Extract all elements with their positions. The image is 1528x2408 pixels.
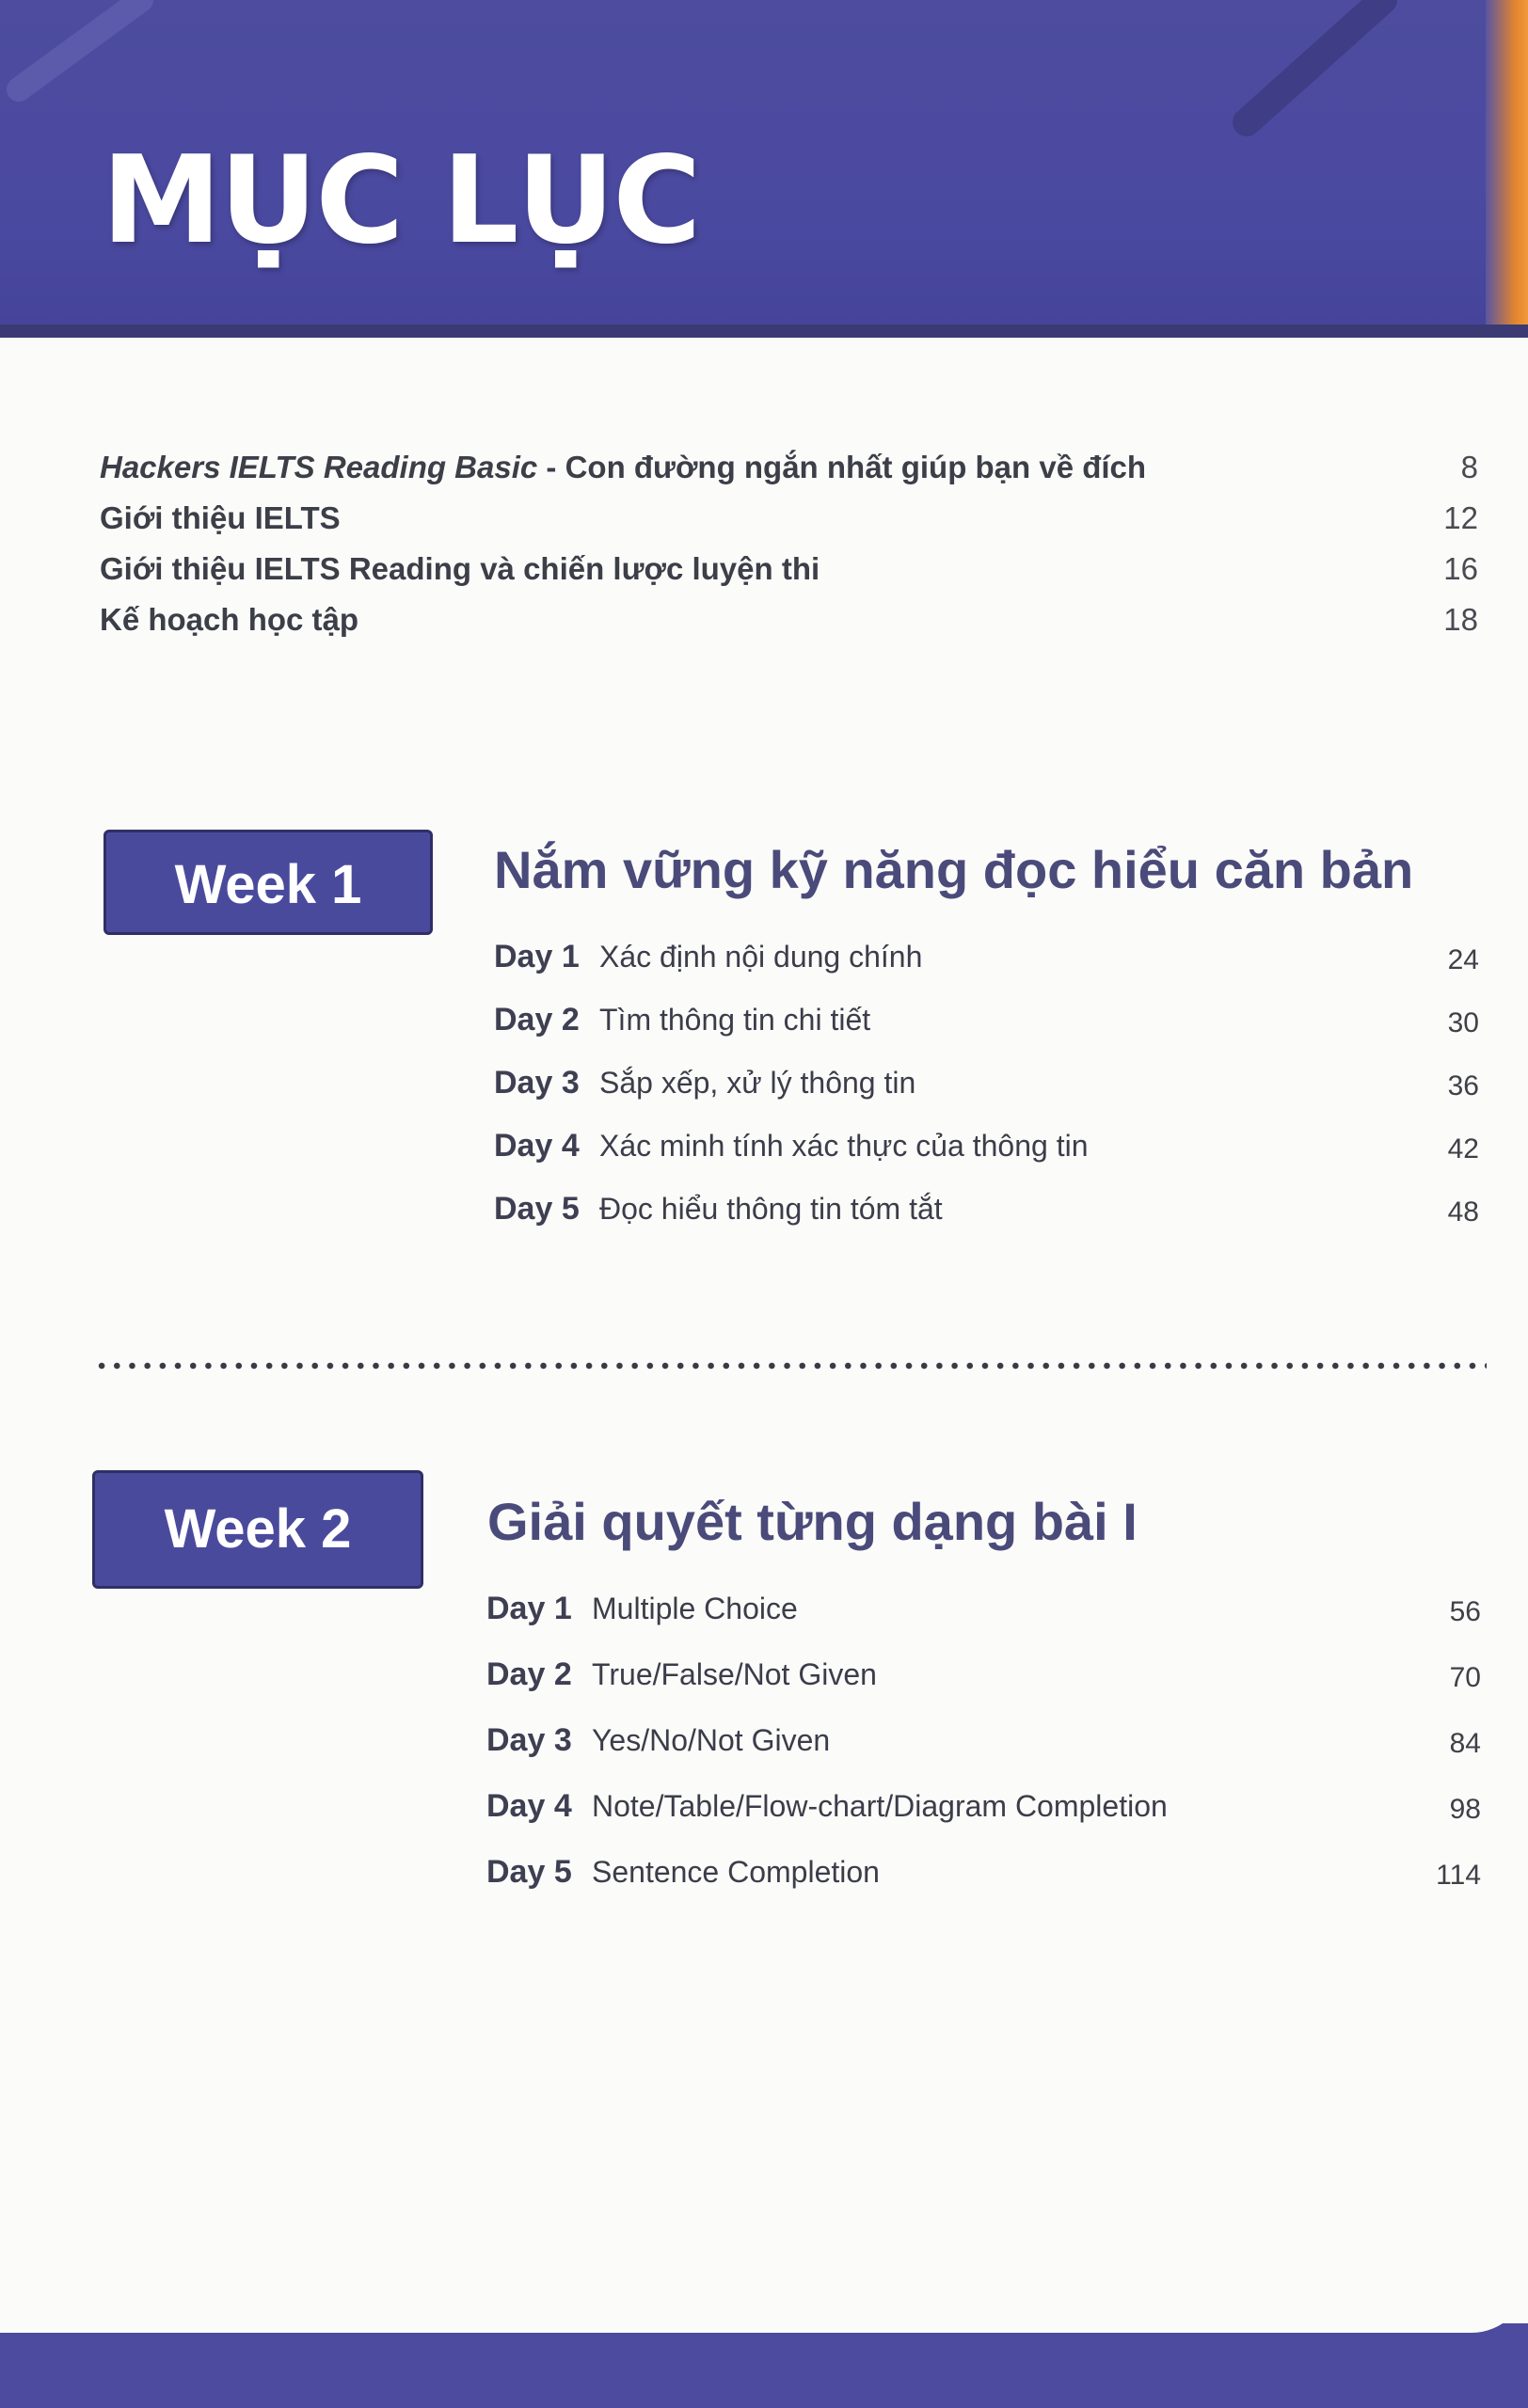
day-entry[interactable] [486, 1853, 1481, 1919]
page-bottom-curve [0, 2267, 1528, 2333]
day-entry[interactable] [486, 1721, 1481, 1787]
day-entry[interactable] [486, 1590, 1481, 1656]
page-number: 70 [1449, 1662, 1481, 1693]
page-number: 30 [1447, 1007, 1479, 1038]
page-number: 56 [1449, 1596, 1481, 1627]
day-label: Day 5 [486, 1854, 572, 1890]
week-2-badge: Week 2 [92, 1470, 423, 1589]
page-title: MỤC LỤC [102, 131, 700, 271]
day-entry[interactable] [486, 1787, 1481, 1853]
page-number: 48 [1447, 1196, 1479, 1228]
header-bottom-edge [0, 325, 1528, 338]
week-2-title: Giải quyết từng dạng bài I [487, 1492, 1138, 1551]
intro-entry-text: Giới thiệu IELTS Reading và chiến lược luyện thi [100, 551, 820, 586]
day-text: Sentence Completion [592, 1855, 880, 1889]
page-number: 36 [1447, 1070, 1479, 1101]
day-label: Day 3 [486, 1722, 572, 1758]
page-number: 16 [1443, 551, 1478, 586]
day-label: Day 3 [494, 1065, 580, 1101]
intro-list [100, 442, 1478, 645]
week-2-day-list [486, 1590, 1481, 1919]
page-number: 98 [1449, 1794, 1481, 1825]
page-number: 84 [1449, 1728, 1481, 1759]
day-text: Tìm thông tin chi tiết [599, 1003, 871, 1037]
day-entry[interactable] [486, 1656, 1481, 1721]
day-label: Day 1 [486, 1591, 572, 1626]
day-label: Day 4 [486, 1788, 572, 1824]
week-1-title: Nắm vững kỹ năng đọc hiểu căn bản [494, 840, 1414, 899]
day-text: Yes/No/Not Given [592, 1723, 831, 1757]
intro-entry-text: Kế hoạch học tập [100, 602, 359, 637]
dotted-separator [94, 1362, 1487, 1370]
footer-band [0, 2323, 1528, 2408]
day-text: Note/Table/Flow-chart/Diagram Completion [592, 1789, 1168, 1823]
day-text: Xác định nội dung chính [599, 940, 923, 974]
day-text: True/False/Not Given [592, 1657, 877, 1691]
day-text: Xác minh tính xác thực của thông tin [599, 1129, 1089, 1163]
page-number: 42 [1447, 1133, 1479, 1164]
intro-entry-text: - Con đường ngắn nhất giúp bạn về đích [537, 450, 1147, 484]
day-entry[interactable] [494, 1001, 1479, 1064]
intro-entry[interactable] [100, 594, 1478, 645]
day-label: Day 2 [486, 1656, 572, 1692]
page-number: 24 [1447, 944, 1479, 975]
page-number: 8 [1460, 450, 1478, 484]
day-entry[interactable] [494, 1064, 1479, 1127]
day-label: Day 5 [494, 1191, 580, 1227]
day-text: Sắp xếp, xử lý thông tin [599, 1066, 916, 1100]
day-entry[interactable] [494, 1190, 1479, 1253]
week-1-badge: Week 1 [103, 830, 433, 935]
day-entry[interactable] [494, 1127, 1479, 1190]
day-label: Day 4 [494, 1128, 580, 1164]
intro-entry-italic: Hackers IELTS Reading Basic [100, 450, 538, 484]
orange-accent-strip [1486, 0, 1528, 325]
day-label: Day 2 [494, 1002, 580, 1038]
intro-entry[interactable] [100, 544, 1478, 594]
intro-entry[interactable] [100, 442, 1478, 493]
day-text: Multiple Choice [592, 1592, 798, 1625]
page-number: 12 [1443, 500, 1478, 535]
day-entry[interactable] [494, 938, 1479, 1001]
day-text: Đọc hiểu thông tin tóm tắt [599, 1192, 943, 1226]
intro-entry[interactable] [100, 493, 1478, 544]
intro-entry-text: Giới thiệu IELTS [100, 500, 341, 535]
page-number: 18 [1443, 602, 1478, 637]
day-label: Day 1 [494, 939, 580, 974]
week-1-day-list [494, 938, 1479, 1253]
page-number: 114 [1436, 1860, 1481, 1891]
